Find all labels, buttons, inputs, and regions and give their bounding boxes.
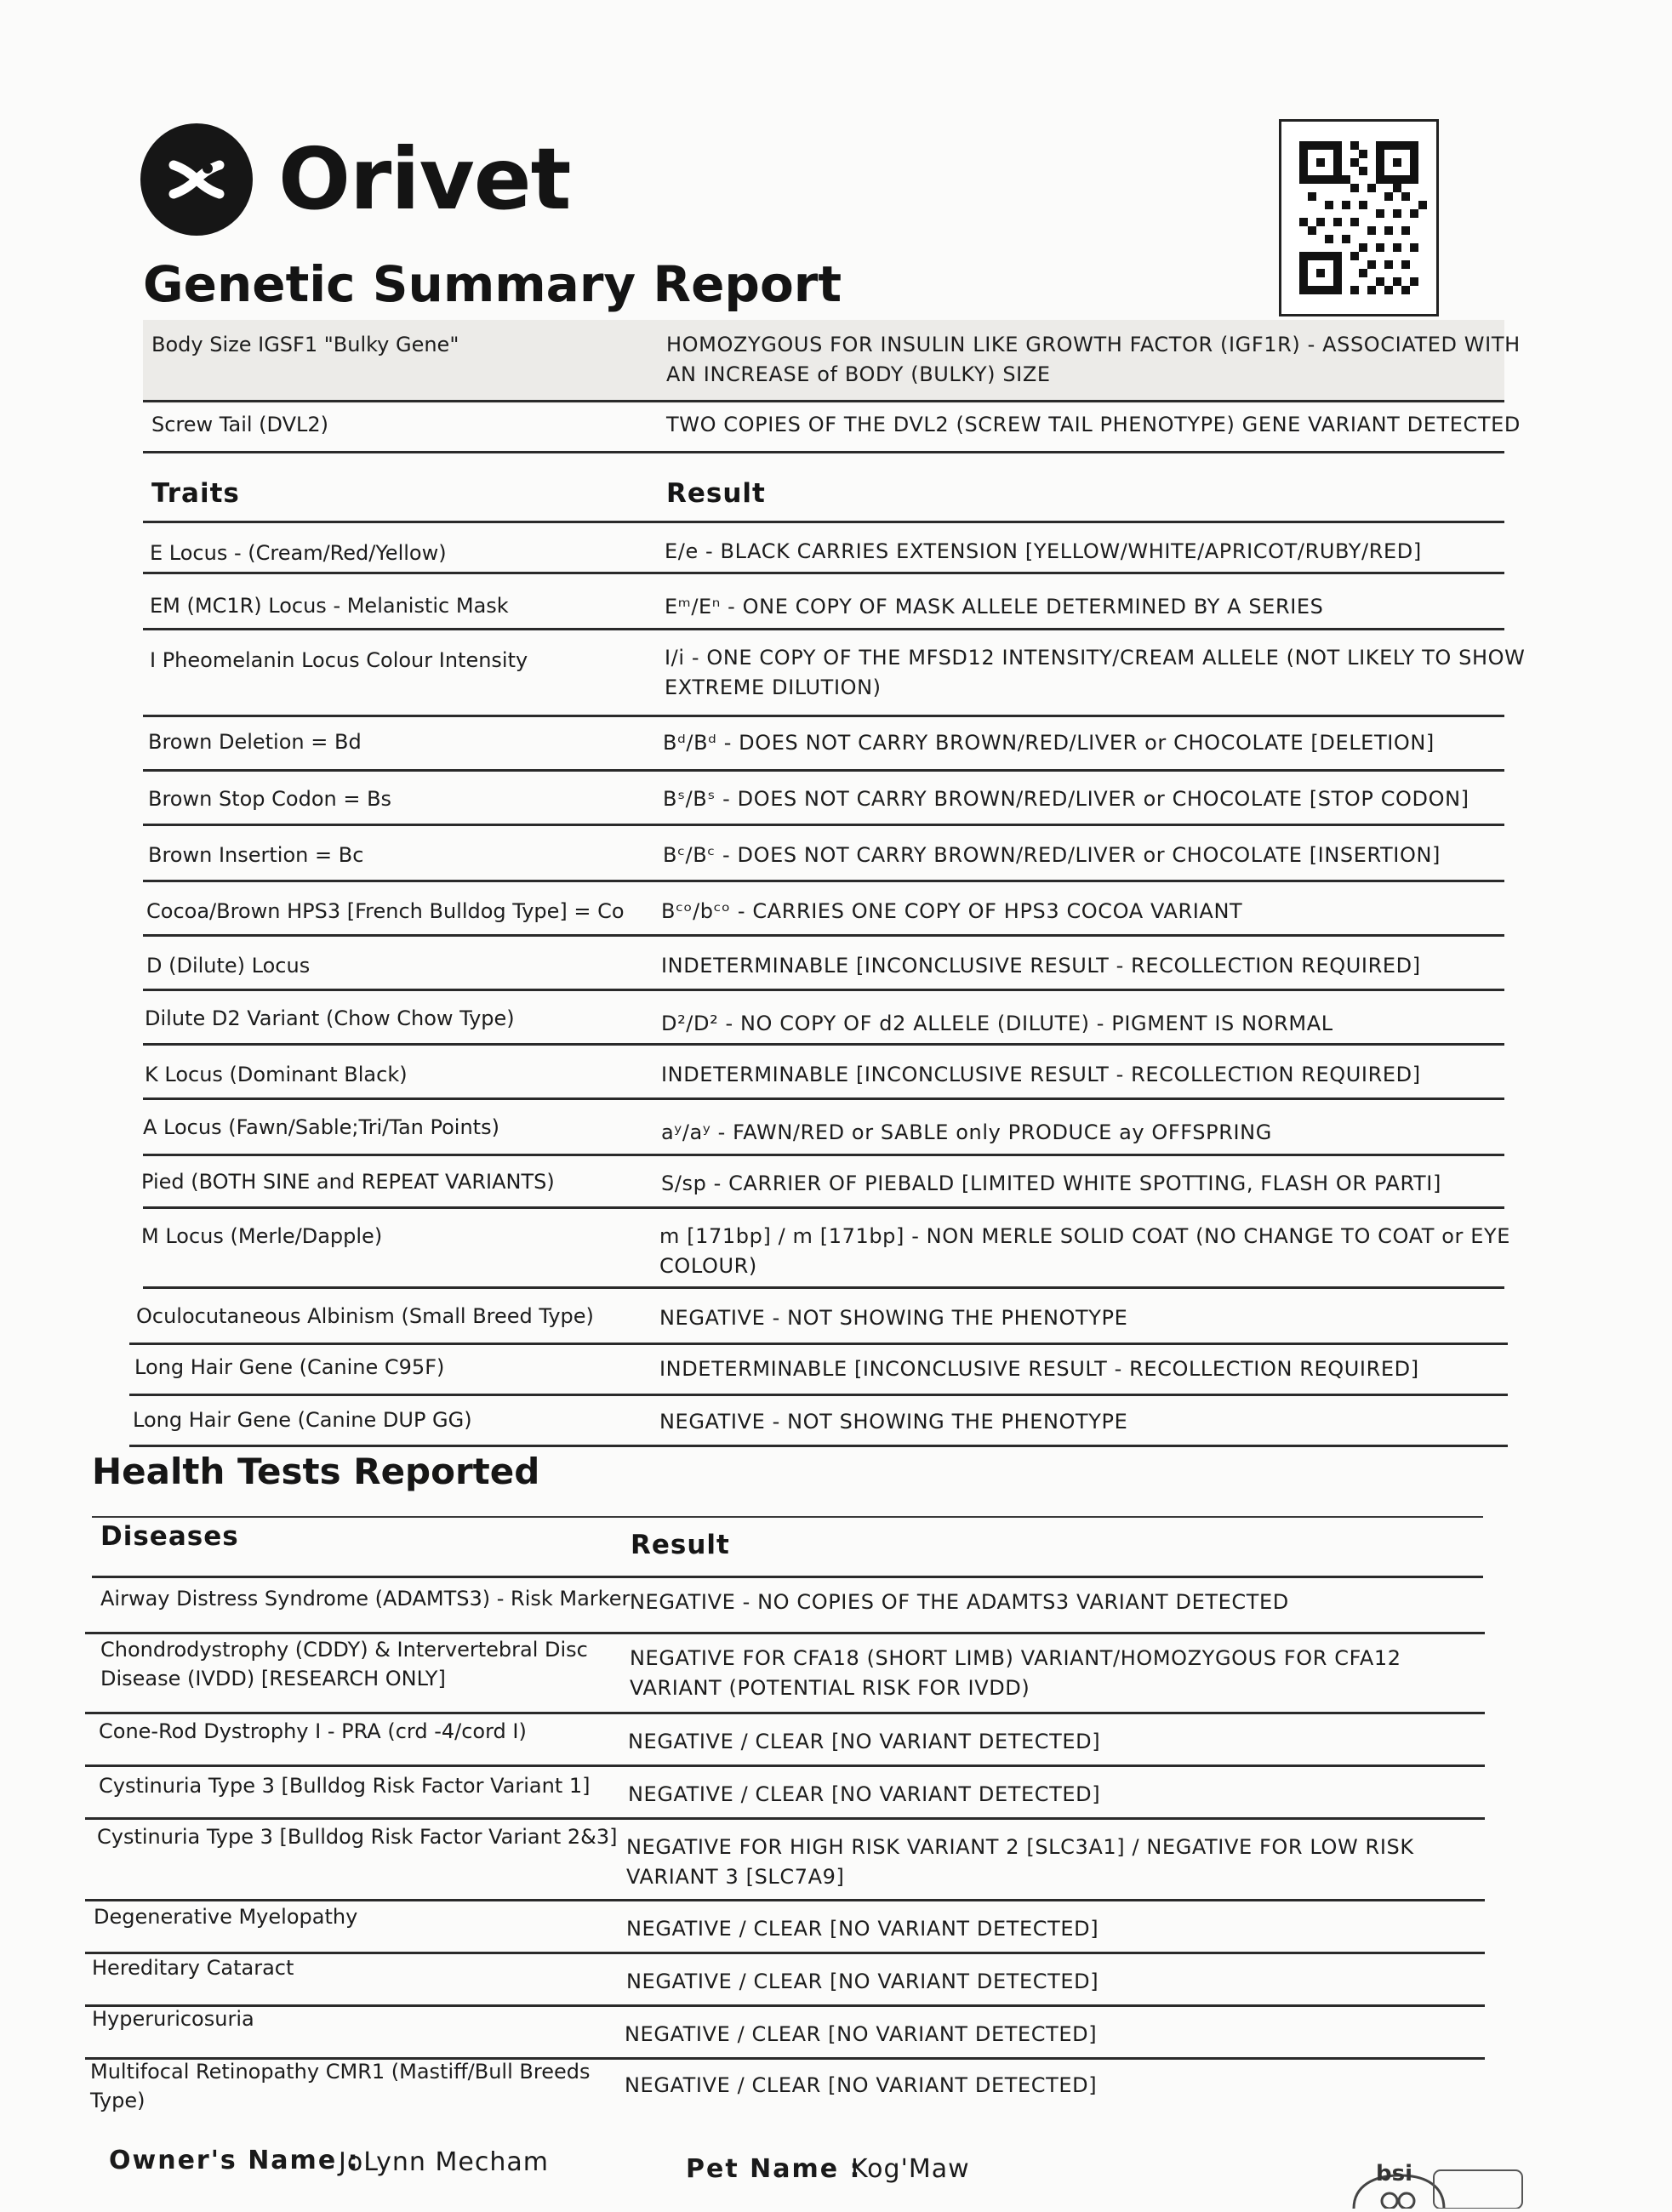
disease-result: NEGATIVE / CLEAR [NO VARIANT DETECTED] [625,2022,1098,2046]
trait-label: A Locus (Fawn/Sable;Tri/Tan Points) [143,1115,499,1139]
disease-result: NEGATIVE / CLEAR [NO VARIANT DETECTED] [626,1917,1099,1941]
disease-label: Cystinuria Type 3 [Bulldog Risk Factor Variant 1] [99,1774,591,1798]
row-divider [143,1097,1504,1100]
disease-label: Type) [90,2089,146,2112]
disease-label: Cone-Rod Dystrophy I - PRA (crd -4/cord I) [99,1719,527,1743]
row-divider [143,572,1504,574]
diseases-result-header: Result [631,1530,730,1560]
pet-name-label: Pet Name : [686,2154,862,2184]
row-divider [85,1712,1485,1714]
trait-result: I/i - ONE COPY OF THE MFSD12 INTENSITY/CREAM ALLELE (NOT LIKELY TO SHOW [665,646,1526,670]
divider [92,1516,1483,1518]
disease-label: Degenerative Myelopathy [94,1905,358,1929]
trait-result: COLOUR) [659,1254,757,1278]
trait-result: Bˢ/Bˢ - DOES NOT CARRY BROWN/RED/LIVER or CHOCOLATE [STOP CODON] [663,787,1469,811]
pet-name-value: Kog'Maw [851,2154,970,2184]
trait-result: m [171bp] / m [171bp] - NON MERLE SOLID COAT (NO CHANGE TO COAT or EYE [659,1224,1510,1248]
row-divider [129,1343,1508,1345]
disease-label: Airway Distress Syndrome (ADAMTS3) - Risk Marker [100,1587,631,1611]
trait-label: Brown Deletion = Bd [148,730,362,754]
trait-result: INDETERMINABLE [INCONCLUSIVE RESULT - RECOLLECTION REQUIRED] [661,1063,1421,1086]
trait-label: D (Dilute) Locus [146,954,311,978]
row-divider [143,880,1504,882]
disease-result: NEGATIVE / CLEAR [NO VARIANT DETECTED] [626,1970,1099,1993]
owner-name-label: Owner's Name : [109,2146,360,2175]
row-divider [85,1899,1485,1901]
disease-label: Cystinuria Type 3 [Bulldog Risk Factor Variant 2&3] [97,1825,618,1849]
row-divider [143,769,1504,772]
trait-result: Eᵐ/Eⁿ - ONE COPY OF MASK ALLELE DETERMINED BY A SERIES [665,595,1324,619]
row-divider [143,628,1504,630]
row-divider [129,1394,1508,1396]
trait-result: Bᵈ/Bᵈ - DOES NOT CARRY BROWN/RED/LIVER or CHOCOLATE [DELETION] [663,731,1435,755]
trait-label: Long Hair Gene (Canine DUP GG) [133,1408,472,1432]
trait-result: INDETERMINABLE [INCONCLUSIVE RESULT - RECOLLECTION REQUIRED] [659,1357,1419,1381]
trait-label: I Pheomelanin Locus Colour Intensity [150,648,528,672]
brand-name: Orivet [278,129,571,229]
brand-logo [140,123,570,236]
trait-label: Cocoa/Brown HPS3 [French Bulldog Type] = Co [146,899,625,923]
trait-result: Bᶜᵒ/bᶜᵒ - CARRIES ONE COPY OF HPS3 COCOA VARIANT [661,899,1243,923]
trait-result: EXTREME DILUTION) [665,676,882,699]
qr-code-icon [1279,119,1439,316]
disease-result: VARIANT (POTENTIAL RISK FOR IVDD) [630,1676,1030,1700]
trait-result: INDETERMINABLE [INCONCLUSIVE RESULT - RECOLLECTION REQUIRED] [661,954,1421,978]
trait-result: Bᶜ/Bᶜ - DOES NOT CARRY BROWN/RED/LIVER or CHOCOLATE [INSERTION] [663,843,1441,867]
trait-label: Brown Stop Codon = Bs [148,787,392,811]
trait-label: EM (MC1R) Locus - Melanistic Mask [150,594,509,618]
disease-result: NEGATIVE / CLEAR [NO VARIANT DETECTED] [628,1782,1101,1806]
bsi-logo-text: bsi [1376,2161,1412,2186]
summary-row-label: Body Size IGSF1 "Bulky Gene" [151,333,459,356]
trait-label: Dilute D2 Variant (Chow Chow Type) [145,1006,515,1030]
summary-row-result: AN INCREASE of BODY (BULKY) SIZE [666,362,1051,386]
summary-row-label: Screw Tail (DVL2) [151,413,328,436]
row-divider [143,1043,1504,1046]
row-divider [143,1154,1504,1156]
traits-header: Traits [151,478,240,509]
trait-label: Pied (BOTH SINE and REPEAT VARIANTS) [141,1170,555,1194]
trait-label: Long Hair Gene (Canine C95F) [134,1355,445,1379]
trait-label: K Locus (Dominant Black) [145,1063,408,1086]
bsi-iso-9001-certification-icon [1349,2157,1527,2209]
row-divider [129,1445,1508,1447]
row-divider [143,400,1504,402]
row-divider [143,934,1504,937]
traits-header-divider [143,521,1504,523]
row-divider [143,1206,1504,1209]
disease-label: Multifocal Retinopathy CMR1 (Mastiff/Bull Breeds [90,2060,591,2084]
diseases-header: Diseases [100,1521,239,1552]
summary-row-result: HOMOZYGOUS FOR INSULIN LIKE GROWTH FACTOR (IGF1R) - ASSOCIATED WITH [666,333,1521,356]
trait-label: Brown Insertion = Bc [148,843,364,867]
trait-label: E Locus - (Cream/Red/Yellow) [150,541,447,565]
trait-result: S/sp - CARRIER OF PIEBALD [LIMITED WHITE SPOTTING, FLASH OR PARTI] [661,1172,1441,1195]
report-title: Genetic Summary Report [143,255,842,313]
orivet-logo-icon [140,123,253,236]
row-divider [85,1952,1485,1954]
disease-result: VARIANT 3 [SLC7A9] [626,1865,845,1889]
disease-result: NEGATIVE FOR HIGH RISK VARIANT 2 [SLC3A1] / NEGATIVE FOR LOW RISK [626,1835,1414,1859]
trait-result: aʸ/aʸ - FAWN/RED or SABLE only PRODUCE ay OFFSPRING [661,1120,1272,1144]
row-divider [143,989,1504,991]
trait-result: NEGATIVE - NOT SHOWING THE PHENOTYPE [659,1410,1128,1434]
disease-result: NEGATIVE / CLEAR [NO VARIANT DETECTED] [628,1730,1101,1753]
trait-label: M Locus (Merle/Dapple) [141,1224,383,1248]
trait-label: Oculocutaneous Albinism (Small Breed Type) [136,1304,594,1328]
trait-result: NEGATIVE - NOT SHOWING THE PHENOTYPE [659,1306,1128,1330]
traits-result-header: Result [666,478,766,509]
disease-label: Disease (IVDD) [RESEARCH ONLY] [100,1667,446,1690]
trait-result: E/e - BLACK CARRIES EXTENSION [YELLOW/WHITE/APRICOT/RUBY/RED] [665,539,1422,563]
row-divider [85,1764,1485,1767]
row-divider [85,2004,1485,2007]
row-divider [143,824,1504,826]
trait-result: D²/D² - NO COPY OF d2 ALLELE (DILUTE) - PIGMENT IS NORMAL [661,1012,1333,1035]
row-divider [85,1632,1485,1634]
disease-result: NEGATIVE / CLEAR [NO VARIANT DETECTED] [625,2073,1098,2097]
disease-result: NEGATIVE FOR CFA18 (SHORT LIMB) VARIANT/HOMOZYGOUS FOR CFA12 [630,1646,1401,1670]
health-section-title: Health Tests Reported [92,1451,540,1492]
row-divider [143,451,1504,453]
disease-label: Hereditary Cataract [92,1956,294,1980]
row-divider [143,1286,1504,1289]
row-divider [143,715,1504,717]
disease-label: Hyperuricosuria [92,2007,254,2031]
owner-name-value: JoLynn Mecham [339,2147,549,2177]
disease-result: NEGATIVE - NO COPIES OF THE ADAMTS3 VARIANT DETECTED [630,1590,1289,1614]
diseases-header-divider [92,1576,1483,1578]
summary-row-result: TWO COPIES OF THE DVL2 (SCREW TAIL PHENOTYPE) GENE VARIANT DETECTED [666,413,1521,436]
row-divider [85,1817,1485,1820]
disease-label: Chondrodystrophy (CDDY) & Intervertebral Disc [100,1638,588,1662]
